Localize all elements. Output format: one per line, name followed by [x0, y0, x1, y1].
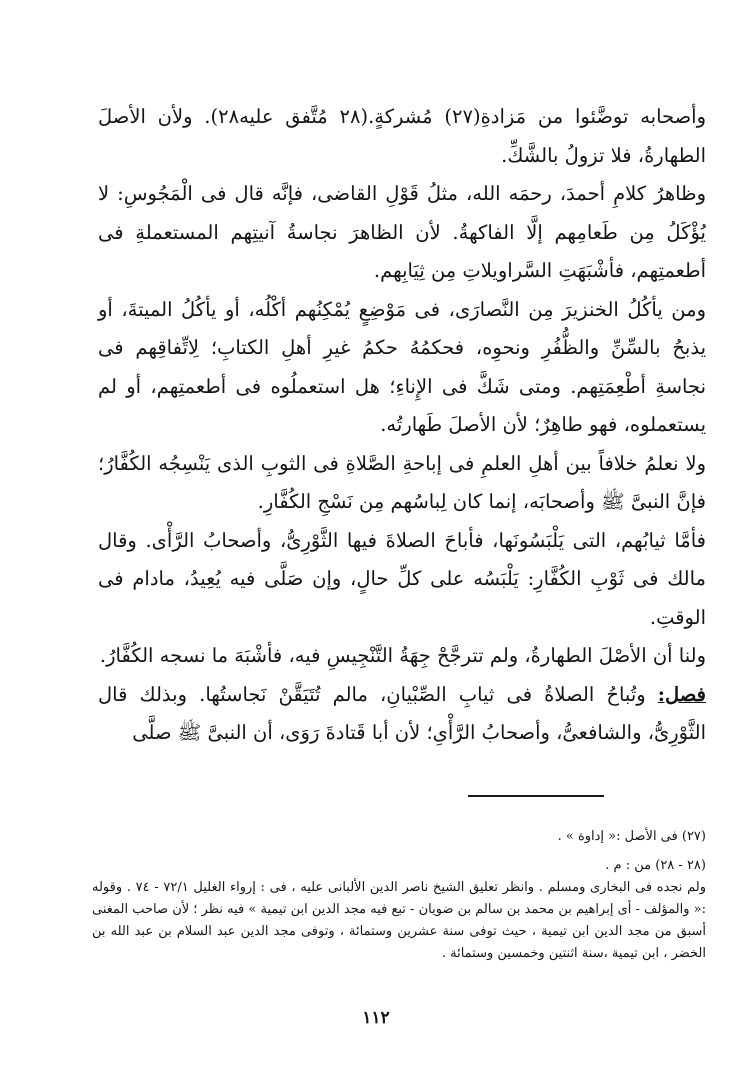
footnotes [92, 826, 706, 965]
footnote-divider [468, 795, 604, 797]
footnote-28-text: ولم نجده فى البخارى ومسلم . وانظر تعليق الشيخ ناصر الدين الألبانى عليه ، فى : إرواء الغليل ٧٢/١ - ٧٤ . وقوله :« والمؤلف - أى إبراهيم بن محمد بن سالم بن ضويان - تبع فيه مجد الدين ابن تيمية » فيه نظر ؛ لأن صاحب المغنى أسبق من مجد الدين ابن تيمية ، حيث توفى سنة عشرين وستمائة ، وتوفى مجد الدين عبد السلام بن عبد الله بن الخضر ، ابن تيمية ،سنة اثنتين وخمسين وستمائة . [92, 880, 706, 961]
page-number: ١١٢ [362, 1008, 390, 1028]
footnote-27: (٢٧) فى الأصل :« إداوة » . [557, 829, 706, 844]
paragraph-2: وظاهرُ كلامِ أحمدَ، رحمَه الله، مثلُ قَوْلِ القاضى، فإنَّه قال فى الْمَجُوسِ: لا يُؤْكَلُ مِن طَعامِهم إلَّا الفاكهةُ. لأن الظاهرَ نجاسةُ آنيتِهم المستعملةِ فى أطعمتِهم، فأشْبَهَتِ السَّراويلاتِ مِن ثِيَابِهم. [98, 182, 706, 282]
paragraph-3: ومن يأكُلُ الخنزيرَ مِن النَّصارَى، فى مَوْضِعٍ يُمْكِنُهم أكْلُه، أو يأكُلُ الميتةَ، أو يذبحُ بالسِّنِّ والظُّفُرِ ونحوِه، فحكمُهُ حكمُ غيرِ أهلِ الكتابِ؛ لِاتِّفاقِهم فى نجاسةِ أطْعِمَتِهم. ومتى شَكَّ فى الإِناءِ؛ هل استعملُوه فى أطعمتِهم، أو لم يستعملوه، فهو طاهِرٌ؛ لأن الأصلَ طَهارتُه. [98, 297, 706, 436]
paragraph-4: ولا نعلمُ خلافاً بين أهلِ العلمِ فى إباحةِ الصَّلاةِ فى الثوبِ الذى يَنْسِجُه الكُفَّارُ؛ فإنَّ النبىَّ ﷺ وأصحابَه، إنما كان لِباسُهم مِن نَسْجِ الكُفَّارِ. [98, 451, 706, 513]
paragraph-5: فأمَّا ثيابُهم، التى يَلْبَسُونَها، فأباحَ الصلاةَ فيها الثَّوْرِىُّ، وأصحابُ الرَّأْى. وقال مالك فى ثَوْبِ الكُفَّارِ: يَلْبَسُه على كلِّ حالٍ، وإن صَلَّى فيه يُعِيدُ، مادام فى الوقتِ. [98, 528, 706, 629]
paragraph-7-text: وتُباحُ الصلاةُ فى ثيابِ الصِّبْيانِ، مالم تُتَيَقَّنْ نَجاستُها. وبذلك قال الثَّوْرِىُّ، والشافعىُّ، وأصحابُ الرَّأْىِ؛ لأن أبا قَتادةَ رَوَى، أن النبىَّ ﷺ صلَّى [98, 682, 706, 744]
footnote-28-ref: (٢٨ - ٢٨) من : م . [605, 858, 706, 873]
main-text [98, 98, 706, 753]
paragraph-6: ولنا أن الأصْلَ الطهارةُ، ولم تترجَّحْ جِهَةُ التَّنْجِيسِ فيه، فأشْبَهَ ما نسجه الكُفَّارُ. [99, 644, 706, 667]
section-label: فصل: [657, 682, 706, 706]
paragraph-7 [98, 676, 706, 753]
paragraph-1: وأصحابه توضَّئوا من مَزادةِ(٢٧) مُشركةٍ.(٢٨ مُتَّفق عليه٢٨). ولأن الأصلَ الطهارةُ، فلا تزولُ بالشَّكِّ. [98, 105, 706, 167]
